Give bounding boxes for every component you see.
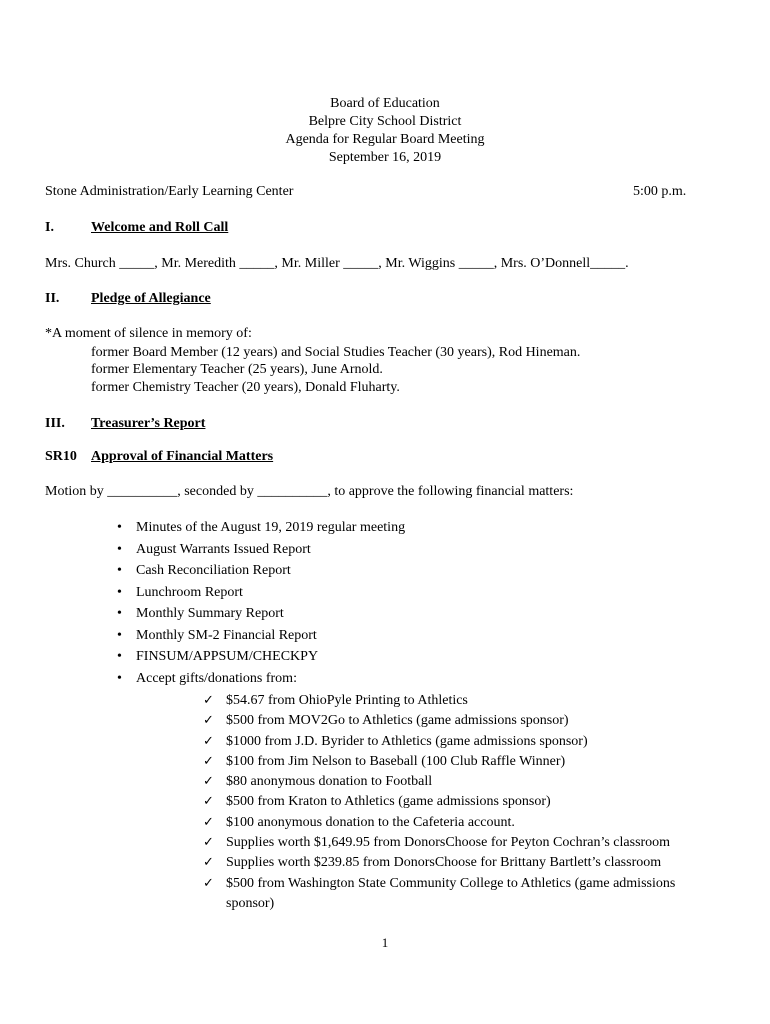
checkmark-icon: ✓ [203, 693, 214, 708]
checkmark-icon: ✓ [203, 733, 214, 749]
section-number: II. [45, 291, 60, 306]
donation-item: ✓ $1000 from J.D. Byrider to Athletics (game admissions sponsor) [203, 732, 723, 752]
list-item: • Cash Reconciliation Report [113, 561, 405, 583]
silence-line: former Board Member (12 years) and Social Studies Teacher (30 years), Rod Hineman. [91, 345, 581, 360]
donation-item: ✓ $500 from Kraton to Athletics (game admissions sponsor) [203, 792, 723, 812]
section-title: Welcome and Roll Call [91, 220, 229, 235]
donation-item: ✓ $54.67 from OhioPyle Printing to Athletics [203, 691, 723, 711]
section-number: I. [45, 220, 54, 235]
donation-item: ✓ Supplies worth $1,649.95 from DonorsChoose for Peyton Cochran’s classroom [203, 833, 723, 853]
silence-line: former Chemistry Teacher (20 years), Donald Fluharty. [91, 380, 400, 395]
section-number: SR10 [45, 449, 77, 464]
header-date: September 16, 2019 [328, 150, 442, 165]
bullet-icon: • [117, 584, 122, 600]
header-board: Board of Education [330, 96, 440, 111]
checkmark-icon: ✓ [203, 855, 214, 871]
donations-list [203, 691, 723, 914]
header-district: Belpre City School District [308, 114, 462, 129]
silence-line: former Elementary Teacher (25 years), June Arnold. [91, 362, 383, 377]
section-title: Approval of Financial Matters [91, 449, 274, 464]
list-item: • Accept gifts/donations from: [113, 669, 405, 691]
list-item: • Monthly Summary Report [113, 604, 405, 626]
checkmark-icon: ✓ [203, 814, 214, 830]
bullet-icon: • [117, 606, 122, 621]
page-number: 1 [381, 935, 389, 950]
meeting-location: Stone Administration/Early Learning Center [45, 184, 294, 199]
donation-item: ✓ $100 anonymous donation to the Cafeteria account. [203, 813, 723, 833]
bullet-icon: • [117, 627, 122, 643]
section-pledge-heading [45, 290, 211, 308]
header-agenda-title: Agenda for Regular Board Meeting [285, 132, 485, 147]
donation-item: ✓ $80 anonymous donation to Football [203, 772, 723, 792]
checkmark-icon: ✓ [203, 835, 214, 851]
list-item: • Monthly SM-2 Financial Report [113, 626, 405, 648]
document-header [0, 95, 770, 167]
section-sr10-heading [45, 448, 273, 466]
checkmark-icon: ✓ [203, 774, 214, 790]
bullet-icon: • [117, 520, 122, 535]
section-title: Treasurer’s Report [91, 416, 206, 431]
bullet-icon: • [117, 541, 122, 557]
section-number: III. [45, 416, 65, 431]
bullet-icon: • [117, 563, 122, 578]
checkmark-icon: ✓ [203, 713, 214, 729]
roll-call-line: Mrs. Church _____, Mr. Meredith _____, Mr. Miller _____, Mr. Wiggins _____, Mrs. O’Donnell_____. [45, 256, 629, 271]
checkmark-icon: ✓ [203, 875, 214, 891]
section-title: Pledge of Allegiance [91, 291, 211, 306]
bullet-icon: • [117, 649, 122, 664]
bullet-icon: • [117, 670, 122, 686]
meeting-time: 5:00 p.m. [633, 184, 687, 199]
donation-item: ✓ $500 from Washington State Community College to Athletics (game admissions sponsor) [203, 875, 676, 911]
list-item: • Minutes of the August 19, 2019 regular meeting [113, 518, 405, 540]
section-treasurer-heading [45, 415, 205, 433]
donation-item: ✓ $100 from Jim Nelson to Baseball (100 Club Raffle Winner) [203, 752, 723, 772]
list-item: • August Warrants Issued Report [113, 540, 405, 562]
silence-intro: *A moment of silence in memory of: [45, 326, 252, 341]
checkmark-icon: ✓ [203, 794, 214, 810]
list-item: • FINSUM/APPSUM/CHECKPY [113, 647, 405, 669]
financial-items-list [113, 518, 405, 690]
list-item: • Lunchroom Report [113, 583, 405, 605]
motion-line: Motion by __________, seconded by __________, to approve the following financial matters: [45, 484, 574, 499]
section-welcome-heading [45, 219, 228, 237]
donation-item: ✓ Supplies worth $239.85 from DonorsChoose for Brittany Bartlett’s classroom [203, 853, 723, 873]
checkmark-icon: ✓ [203, 753, 214, 769]
donation-item: ✓ $500 from MOV2Go to Athletics (game admissions sponsor) [203, 711, 723, 731]
